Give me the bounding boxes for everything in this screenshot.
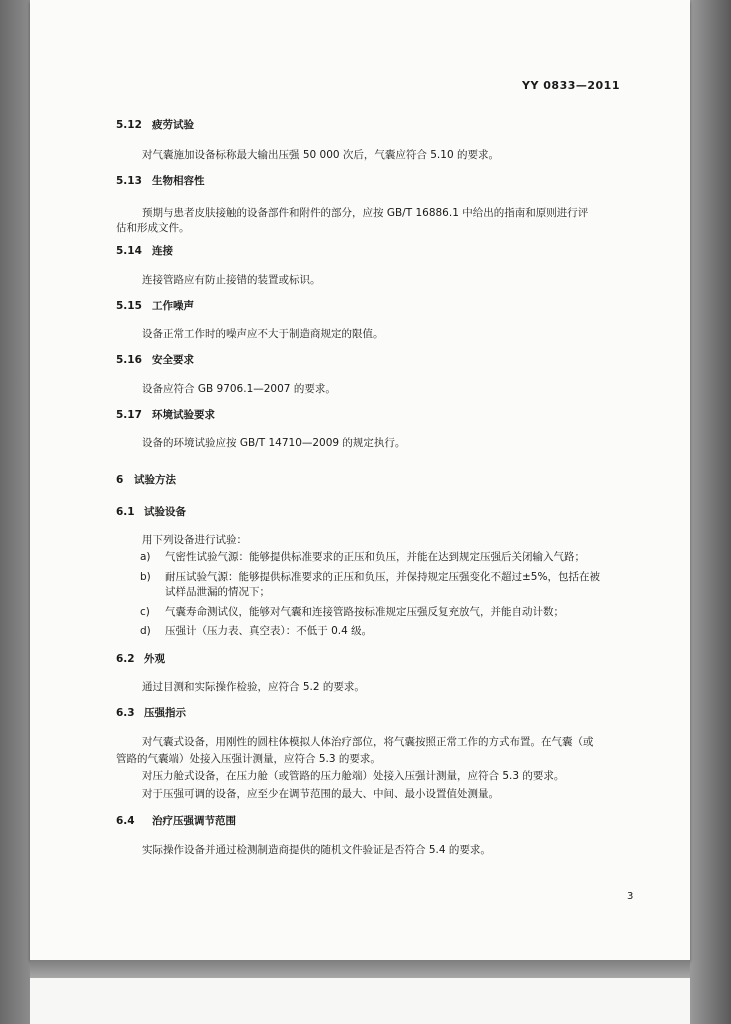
paragraph: 用下列设备进行试验： [142, 534, 247, 546]
section-number: 5.15 [116, 300, 142, 312]
page-gap [30, 960, 690, 978]
page-number: 3 [627, 891, 634, 902]
paragraph: 连接管路应有防止接错的装置或标识。 [142, 274, 321, 286]
paragraph: 对于压强可调的设备，应至少在调节范围的最大、中间、最小设置值处测量。 [142, 788, 499, 800]
section-title: 安全要求 [152, 354, 194, 366]
paragraph: 预期与患者皮肤接触的设备部件和附件的部分，应按 GB/T 16886.1 中给出的指南和原则进行评 [142, 207, 589, 219]
list-item: 压强计（压力表、真空表）：不低于 0.4 级。 [165, 625, 373, 637]
paragraph: 设备的环境试验应按 GB/T 14710—2009 的规定执行。 [142, 437, 406, 449]
paragraph: 实际操作设备并通过检测制造商提供的随机文件验证是否符合 5.4 的要求。 [142, 844, 491, 856]
paragraph-continuation: 估和形成文件。 [116, 222, 190, 234]
list-item: 气密性试验气源：能够提供标准要求的正压和负压，并能在达到规定压强后关闭输入气路； [165, 551, 585, 563]
section-number: 5.16 [116, 354, 142, 366]
section-title: 压强指示 [144, 707, 186, 719]
paragraph-continuation: 管路的气囊端）处接入压强计测量，应符合 5.3 的要求。 [116, 753, 381, 765]
list-item: 耐压试验气源：能够提供标准要求的正压和负压，并保持规定压强变化不超过±5%，包括在被 [165, 571, 600, 583]
document-page [30, 0, 690, 960]
section-title: 试验设备 [144, 506, 186, 518]
section-title: 生物相容性 [152, 175, 205, 187]
section-title: 外观 [144, 653, 165, 665]
list-item: 气囊寿命测试仪，能够对气囊和连接管路按标准规定压强反复充放气，并能自动计数； [165, 606, 564, 618]
section-title: 治疗压强调节范围 [152, 815, 236, 827]
viewer-frame-left [0, 0, 30, 1024]
section-number: 5.14 [116, 245, 142, 257]
section-number: 5.12 [116, 119, 142, 131]
section-number: 5.13 [116, 175, 142, 187]
viewer-frame-right [690, 0, 731, 1024]
section-title: 工作噪声 [152, 300, 194, 312]
section-number: 6.2 [116, 653, 135, 665]
section-number: 6.3 [116, 707, 135, 719]
document-id-header: YY 0833—2011 [522, 79, 620, 92]
section-number: 6.4 [116, 815, 135, 827]
paragraph: 通过目测和实际操作检验，应符合 5.2 的要求。 [142, 681, 365, 693]
paragraph: 设备应符合 GB 9706.1—2007 的要求。 [142, 383, 336, 395]
section-number: 6.1 [116, 506, 135, 518]
list-item-marker: b) [140, 571, 151, 583]
section-number: 5.17 [116, 409, 142, 421]
paragraph: 设备正常工作时的噪声应不大于制造商规定的限值。 [142, 328, 384, 340]
list-item-marker: a) [140, 551, 151, 563]
next-page-top [30, 978, 690, 1024]
section-title: 环境试验要求 [152, 409, 215, 421]
section-title: 疲劳试验 [152, 119, 194, 131]
list-item-continuation: 试样品泄漏的情况下； [165, 586, 270, 598]
paragraph: 对压力舱式设备，在压力舱（或管路的压力舱端）处接入压强计测量，应符合 5.3 的要求。 [142, 770, 565, 782]
paragraph: 对气囊式设备，用刚性的圆柱体模拟人体治疗部位，将气囊按照正常工作的方式布置。在气囊（或 [142, 736, 594, 748]
paragraph: 对气囊施加设备标称最大输出压强 50 000 次后，气囊应符合 5.10 的要求。 [142, 149, 499, 161]
chapter-title: 试验方法 [134, 474, 176, 486]
chapter-number: 6 [116, 474, 124, 486]
list-item-marker: d) [140, 625, 151, 637]
section-title: 连接 [152, 245, 173, 257]
list-item-marker: c) [140, 606, 150, 618]
